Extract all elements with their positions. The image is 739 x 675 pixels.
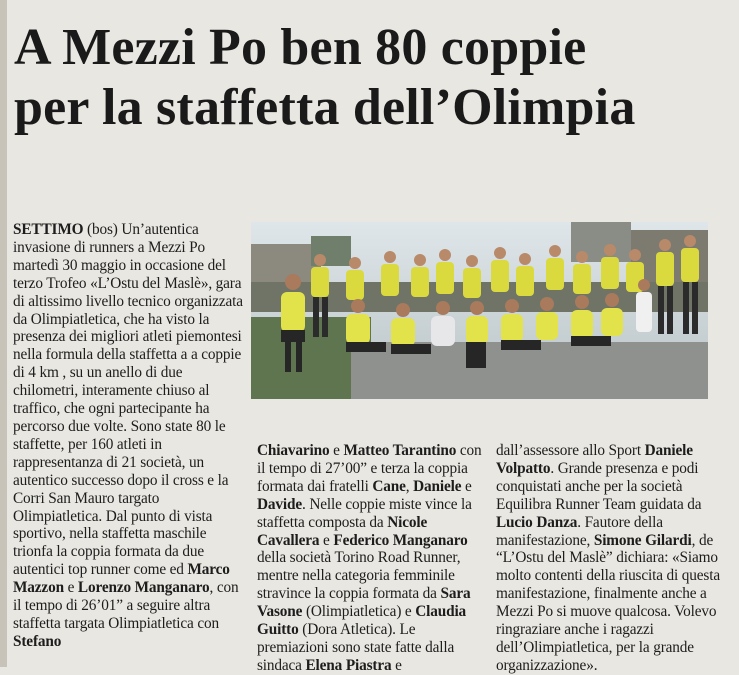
body-text: ,: [405, 477, 414, 495]
athlete-name: Daniele: [413, 477, 462, 495]
body-text: e: [319, 531, 334, 549]
article-column-3: [496, 442, 728, 675]
dateline: SETTIMO: [13, 221, 84, 238]
athlete-name: Sara Vasone: [257, 585, 471, 621]
person-name: Elena Piastra: [305, 656, 392, 674]
runners-group-image: [251, 222, 708, 399]
athlete-name: Nicole Cavallera: [257, 513, 428, 549]
body-text: . Fautore della manifestazione,: [496, 513, 663, 549]
body-text: e: [63, 579, 78, 597]
person-name: Simone Gilardi: [593, 531, 692, 549]
body-text: , con il tempo di 26’01” a seguire altra staffetta targata Olimpiatletica con: [13, 579, 239, 632]
article-column-2: [257, 442, 487, 675]
athlete-name: Marco Mazzon: [13, 561, 230, 597]
headline-line-1: A Mezzi Po ben 80 coppie: [14, 19, 587, 76]
article-column-1: [13, 221, 248, 651]
athlete-name: Federico Manganaro: [333, 531, 468, 549]
athlete-name: Chiavarino: [257, 442, 330, 459]
group-photo: [251, 222, 708, 399]
athlete-name: Lorenzo Manganaro: [77, 579, 210, 597]
body-text: con il tempo di 27’00” e terza la coppia formata dai fratelli: [257, 442, 482, 495]
body-text: Un’autentica invasione di runners a Mezzi Po martedì 30 maggio in occasione del terzo Trofeo «L’Ostu del Maslè», gara di altissimo livello tecnico organizzata da Olimpiatletica, che ha visto la presenza dei migliori atleti piemontesi nella formula della staffetta a a coppie di 4 km , su un anello di due chilometri, interamente chiuso al traffico, che ogni partecipante ha percorso due volte. Sono state 80 le staffette, per 160 atleti in rappresentanza di 21 società, un autentico successo dopo il cross e la Corri San Mauro targato Olimpiatletica. Dal punto di vista sportivo, nella staffetta maschile trionfa la coppia formata da due autentici top runner come ed: [13, 221, 243, 579]
headline-line-2: per la staffetta dell’Olimpia: [14, 79, 636, 136]
athlete-name: Claudia Guitto: [257, 603, 467, 639]
body-text: , de “L’Ostu del Maslè” dichiara: «Siamo molto contenti della riuscita di questa manifestazione, finalmente anche a Mezzi Po si muove qualcosa. Volevo ringraziare anche i ragazzi dell’Olimpiatletica, per la grande organizzazione».: [496, 531, 720, 674]
person-name: Daniele Volpatto: [496, 442, 693, 477]
body-text: e: [461, 477, 472, 495]
athlete-name: Cane: [372, 477, 406, 495]
person-name: Lucio Danza: [496, 513, 578, 531]
body-text: e: [329, 442, 344, 459]
byline: (bos): [87, 221, 118, 238]
athlete-name: Stefano: [13, 632, 62, 650]
article-headline: [14, 18, 734, 138]
page-edge: [0, 0, 7, 667]
body-text: e: [391, 656, 402, 674]
body-text: . Grande presenza e podi conquistati anche per la società Equilibra Runner Team guidata da: [496, 459, 702, 513]
athlete-name: Davide: [257, 495, 302, 513]
body-text: . Nelle coppie miste vince la staffetta composta da: [257, 495, 472, 531]
body-text: dall’assessore allo Sport: [496, 442, 645, 459]
athlete-name: Matteo Tarantino: [343, 442, 457, 459]
body-text: della società Torino Road Runner, mentre nella categoria femminile stravince la coppia formata da: [257, 549, 461, 603]
body-text: (Dora Atletica). Le premiazioni sono state fatte dalla sindaca: [257, 621, 455, 674]
body-text: (Olimpiatletica) e: [302, 603, 416, 621]
